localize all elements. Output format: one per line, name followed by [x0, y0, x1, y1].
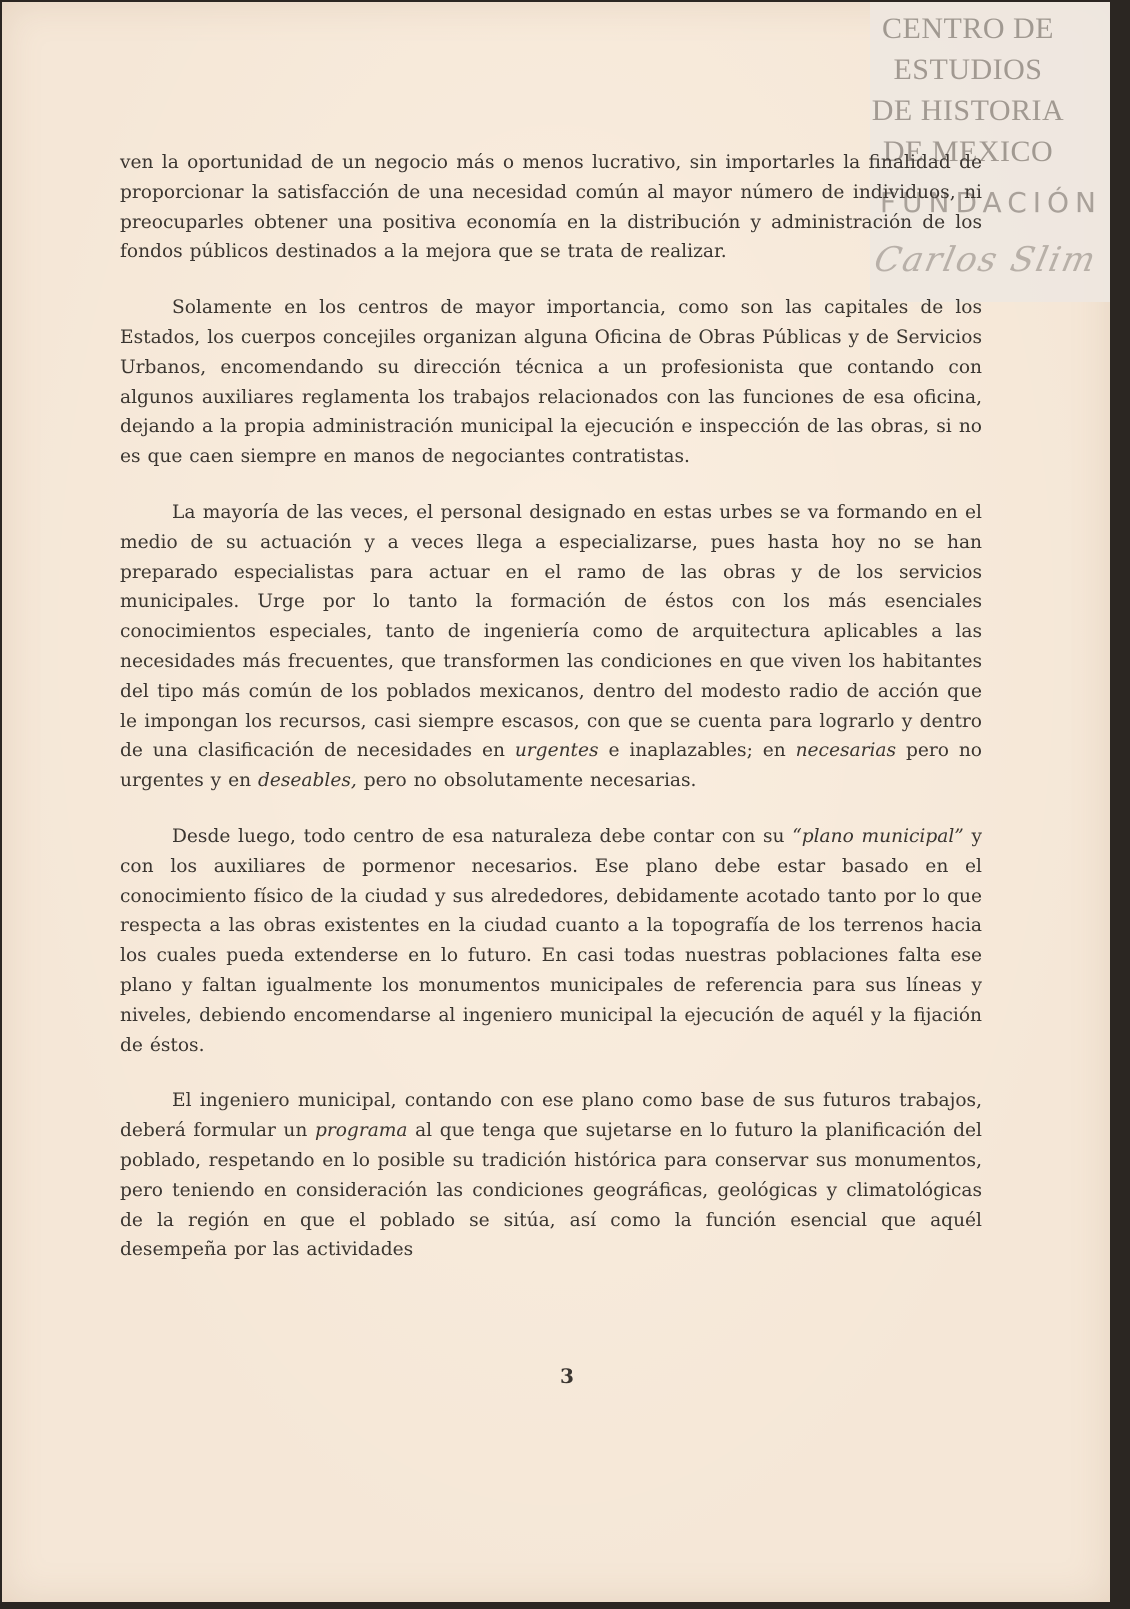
- paragraph-text: pero no urgentes y en: [120, 740, 983, 792]
- paragraph-text: Solamente en los centros de mayor importancia, como son las capitales de los Estados, los cuerpos concejiles organizan alguna Oficina de Obras Públicas y de Servicios Urbanos, encomendando su dirección técnica a un profesionista que contando con algunos auxiliares reglamenta los trabajos relacionados con las funciones de esa oficina, dejando a la propia administración municipal la ejecución e inspección de las obras, si no es que caen siempre en manos de negociantes contratistas.: [120, 297, 982, 468]
- emphasis-necesarias: necesarias: [795, 740, 897, 762]
- paragraph-5: [120, 1086, 982, 1265]
- watermark-line: CENTRO DE: [882, 12, 1054, 45]
- emphasis-urgentes: urgentes: [514, 740, 599, 762]
- paragraph-text: al que tenga que sujetarse en lo futuro la planificación del poblado, respetando en lo posible su tradición histórica para conservar sus monumentos, pero teniendo en consideración las condiciones geográficas, geológicas y climatológicas de la región en que el poblado se sitúa, así como la función esencial que aquél desempeña por las actividades: [120, 1120, 982, 1261]
- emphasis-programa: programa: [314, 1120, 408, 1142]
- paragraph-1: [120, 148, 982, 267]
- page-number: 3: [560, 1364, 574, 1388]
- paragraph-text: pero no obsolutamente necesarias.: [356, 770, 697, 792]
- emphasis-plano-municipal: “plano municipal”: [792, 825, 964, 847]
- document-body: [120, 148, 982, 1291]
- paragraph-4: [120, 822, 982, 1060]
- paragraph-text: ven la oportunidad de un negocio más o menos lucrativo, sin importarles la finalidad de proporcionar la satisfacción de una necesidad común al mayor número de individuos, ni preocuparles obtener una positiva economía en la distribución y administración de los fondos públicos destinados a la mejora que se trata de realizar.: [120, 152, 982, 263]
- paragraph-text: La mayoría de las veces, el personal designado en estas urbes se va formando en el medio de su actuación y a veces llega a especializarse, pues hasta hoy no se han preparado especialistas para actuar en el ramo de las obras y de los servicios municipales. Urge por lo tanto la formación de éstos con los más esenciales conocimientos especiales, tanto de ingeniería como de arquitectura aplicables a las necesidades más frecuentes, que transformen las condiciones en que viven los habitantes del tipo más común de los poblados mexicanos, dentro del modesto radio de acción que le impongan los recursos, casi siempre escasos, con que se cuenta para lograrlo y dentro de una clasificación de necesidades en: [120, 501, 982, 762]
- watermark-line: DE HISTORIA: [871, 94, 1065, 127]
- watermark-fundacion: FUNDACIÓN: [879, 186, 1102, 219]
- paragraph-2: [120, 293, 982, 472]
- watermark-line: DE MEXICO: [882, 135, 1054, 168]
- paragraph-text: e inaplazables; en: [598, 740, 796, 762]
- watermark-signature: Carlos Slim: [870, 240, 1101, 280]
- paragraph-text: y con los auxiliares de pormenor necesarios. Ese plano debe estar basado en el conocimiento físico de la ciudad y sus alrededores, debidamente acotado tanto por lo que respecta a las obras existentes en la ciudad cuanto a la topografía de los terrenos hacia los cuales pueda extenderse en lo futuro. En casi todas nuestras poblaciones falta ese plano y faltan igualmente los monumentos municipales de referencia para sus líneas y niveles, debiendo encomendarse al ingeniero municipal la ejecución de aquél y la fijación de éstos.: [120, 825, 983, 1056]
- paragraph-3: [120, 498, 982, 796]
- paragraph-text: Desde luego, todo centro de esa naturaleza debe contar con su: [172, 825, 793, 847]
- document-page: [2, 2, 1110, 1602]
- paragraph-text: El ingeniero municipal, contando con ese plano como base de sus futuros trabajos, deberá formular un: [120, 1090, 982, 1142]
- emphasis-deseables: deseables,: [257, 770, 357, 792]
- watermark-line: ESTUDIOS: [893, 53, 1043, 86]
